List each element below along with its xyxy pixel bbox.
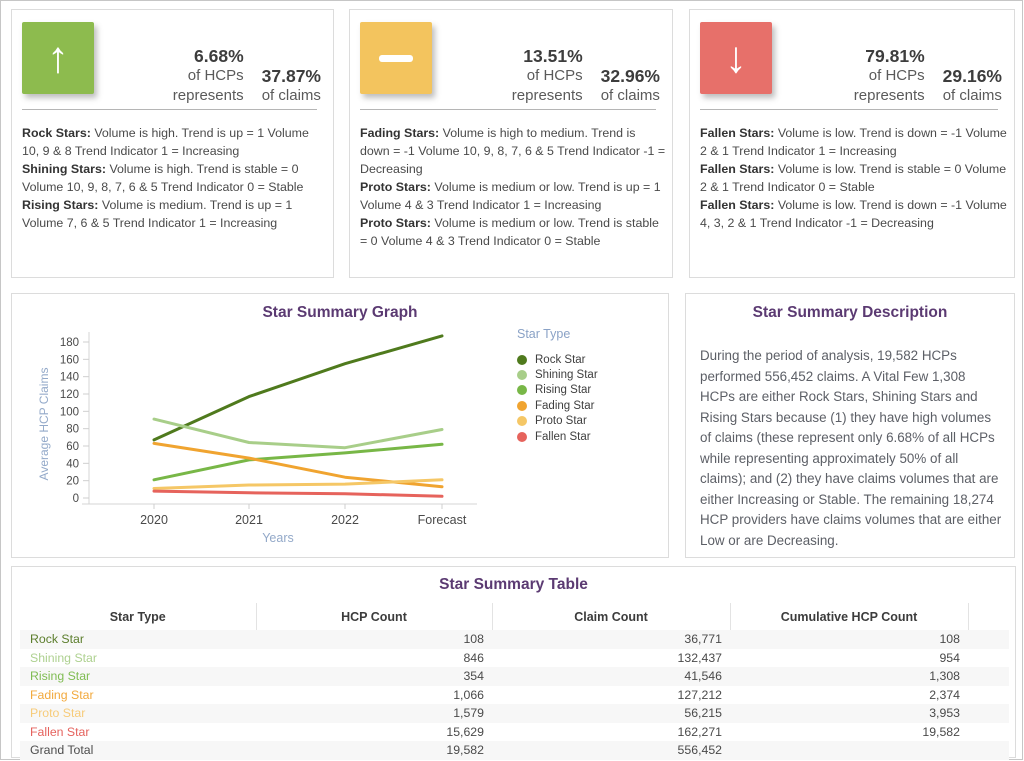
kpi-row <box>22 22 321 108</box>
y-tick-label: 80 <box>66 423 79 436</box>
y-tick-label: 140 <box>59 371 79 384</box>
claims-label: of claims <box>600 87 660 104</box>
series-line-shining-star[interactable] <box>154 419 442 448</box>
cell-claim-count: 56,215 <box>684 706 722 721</box>
column-header-claim-count[interactable]: Claim Count <box>492 603 730 630</box>
legend-item-rising-star[interactable] <box>517 383 667 398</box>
cell-star-type: Grand Total <box>30 743 94 758</box>
x-tick-label: Forecast <box>417 513 467 527</box>
y-tick-label: 20 <box>66 475 79 488</box>
cell-cumulative-hcp-count: 3,953 <box>929 706 960 721</box>
cell-cumulative-hcp-count <box>730 741 968 760</box>
cell-spacer <box>968 667 1009 686</box>
y-tick-label: 120 <box>59 389 79 401</box>
table-header-row <box>20 603 1009 630</box>
hcp-label: represents <box>853 87 925 104</box>
series-line-proto-star[interactable] <box>154 480 442 489</box>
cell-hcp-count: 846 <box>463 650 484 665</box>
divider <box>360 109 656 110</box>
cell-hcp-count: 354 <box>463 669 484 684</box>
cell-spacer <box>968 686 1009 705</box>
column-header-star-type[interactable]: Star Type <box>109 609 166 624</box>
y-tick-label: 0 <box>72 493 79 505</box>
kpi-card-stable <box>349 9 673 278</box>
cell-claim-count: 132,437 <box>677 650 722 665</box>
y-tick-label: 180 <box>59 337 79 349</box>
y-axis-label: Average HCP Claims <box>37 367 51 481</box>
description-body: During the period of analysis, 19,582 HCPs performed 556,452 claims. A Vital Few 1,308 HCPs are either Rock Stars, Shining Stars and Rising Stars because (1) they have high volumes of claims (these represent only 6.68% of all HCPs while representing approximately 50% of all claims); and (2) they have claims volumes that are either Increasing or Stable. The remaining 18,274 HCP providers have claims volumes that are either Low or are Decreasing. <box>700 348 1002 548</box>
legend-dot-icon <box>517 370 527 380</box>
hcp-percentage: 13.51% <box>523 46 583 66</box>
series-line-fading-star[interactable] <box>154 443 442 486</box>
card-note: Fading Stars: Volume is high to medium. Trend is down = -1 Volume 10, 9, 8, 7, 6 & 5 Trend Indicator -1 = Decreasing <box>360 126 666 176</box>
kpi-text <box>854 22 1002 108</box>
cell-cumulative-hcp-count: 108 <box>939 632 960 647</box>
legend-label: Shining Star <box>535 369 598 382</box>
divider <box>22 109 317 110</box>
legend-item-fading-star[interactable] <box>517 398 667 413</box>
cell-spacer <box>968 649 1009 668</box>
card-note: Proto Stars: Volume is medium or low. Trend is up = 1 Volume 4 & 3 Trend Indicator 1 = Increasing <box>360 180 661 212</box>
table-body <box>20 630 1009 760</box>
y-tick-label: 160 <box>59 354 79 367</box>
hcp-label: of HCPs <box>526 67 583 84</box>
kpi-row <box>360 22 660 108</box>
claims-percentage: 37.87% <box>261 66 321 86</box>
legend-dot-icon <box>517 355 527 365</box>
cell-claim-count: 162,271 <box>677 724 722 739</box>
dash-icon <box>360 22 432 94</box>
legend-items <box>517 352 667 444</box>
table-row <box>20 649 1009 668</box>
cell-cumulative-hcp-count: 19,582 <box>922 724 960 739</box>
y-tick-label: 60 <box>66 441 79 453</box>
legend-label: Proto Star <box>535 415 587 428</box>
cell-hcp-count: 19,582 <box>446 743 484 758</box>
claims-label: of claims <box>942 87 1002 104</box>
cell-star-type: Rock Star <box>30 632 84 647</box>
cell-claim-count: 556,452 <box>677 743 722 758</box>
legend-label: Rock Star <box>535 353 586 366</box>
x-tick-label: 2020 <box>140 513 168 527</box>
kpi-text <box>512 22 660 108</box>
kpi-card-decreasing <box>689 9 1015 278</box>
kpi-row <box>700 22 1002 108</box>
cell-star-type: Fading Star <box>30 687 94 702</box>
column-header-spacer <box>968 603 1009 630</box>
table-row <box>20 741 1009 760</box>
column-header-cumulative-hcp-count[interactable]: Cumulative HCP Count <box>730 603 968 630</box>
cell-claim-count: 127,212 <box>677 687 722 702</box>
table-row <box>20 630 1009 649</box>
card-notes <box>360 124 667 250</box>
cell-claim-count: 36,771 <box>684 632 722 647</box>
card-note: Proto Stars: Volume is medium or low. Trend is stable = 0 Volume 4 & 3 Trend Indicator 0 = Stable <box>360 216 659 248</box>
card-note: Rock Stars: Volume is high. Trend is up = 1 Volume 10, 9 & 8 Trend Indicator 1 = Increasing <box>22 126 309 158</box>
claims-percentage: 29.16% <box>942 66 1002 86</box>
divider <box>700 109 998 110</box>
legend-item-rock-star[interactable] <box>517 352 667 367</box>
card-notes <box>700 124 1009 232</box>
legend-label: Rising Star <box>535 384 592 397</box>
down-arrow-icon: ↓ <box>700 22 772 94</box>
hcp-percentage: 6.68% <box>194 46 244 66</box>
card-note: Fallen Stars: Volume is low. Trend is down = -1 Volume 2 & 1 Trend Indicator 1 = Increasing <box>700 126 1007 158</box>
x-tick-label: 2022 <box>331 513 359 527</box>
cell-cumulative-hcp-count: 2,374 <box>929 687 960 702</box>
cell-star-type: Shining Star <box>30 650 97 665</box>
summary-table-wrap <box>20 603 1007 760</box>
legend-item-proto-star[interactable] <box>517 414 667 429</box>
legend-label: Fallen Star <box>535 430 591 443</box>
legend-dot-icon <box>517 416 527 426</box>
cell-hcp-count: 108 <box>463 632 484 647</box>
legend-item-shining-star[interactable] <box>517 367 667 382</box>
hcp-label: of HCPs <box>187 67 244 84</box>
kpi-text <box>173 22 321 108</box>
series-line-rock-star[interactable] <box>154 336 442 440</box>
cell-claim-count: 41,546 <box>684 669 722 684</box>
description-title: Star Summary Description <box>752 304 948 321</box>
summary-table <box>20 603 1009 760</box>
card-note: Fallen Stars: Volume is low. Trend is stable = 0 Volume 2 & 1 Trend Indicator 0 = Stable <box>700 162 1007 194</box>
card-note: Rising Stars: Volume is medium. Trend is up = 1 Volume 7, 6 & 5 Trend Indicator 1 = Increasing <box>22 198 293 230</box>
legend-dot-icon <box>517 401 527 411</box>
up-arrow-icon: ↑ <box>22 22 94 94</box>
description-panel <box>685 293 1015 558</box>
chart-title: Star Summary Graph <box>262 304 418 321</box>
x-axis-label: Years <box>262 531 294 545</box>
cell-cumulative-hcp-count: 1,308 <box>929 669 960 684</box>
y-tick-label: 40 <box>66 458 79 471</box>
table-row <box>20 686 1009 705</box>
card-note: Fallen Stars: Volume is low. Trend is down = -1 Volume 4, 3, 2 & 1 Trend Indicator -1 = Decreasing <box>700 198 1007 230</box>
series-line-fallen-star[interactable] <box>154 491 442 496</box>
card-note: Shining Stars: Volume is high. Trend is stable = 0 Volume 10, 9, 8, 7, 6 & 5 Trend Indicator 0 = Stable <box>22 162 304 194</box>
legend-title: Star Type <box>517 327 571 341</box>
table-row <box>20 723 1009 742</box>
dash-glyph <box>379 55 413 62</box>
cell-hcp-count: 1,579 <box>453 706 484 721</box>
cell-spacer <box>968 741 1009 760</box>
cell-cumulative-hcp-count: 954 <box>939 650 960 665</box>
table-row <box>20 667 1009 686</box>
cell-spacer <box>968 630 1009 649</box>
legend-item-fallen-star[interactable] <box>517 429 667 444</box>
cell-star-type: Fallen Star <box>30 724 90 739</box>
cell-hcp-count: 1,066 <box>453 687 484 702</box>
legend-dot-icon <box>517 385 527 395</box>
table-row <box>20 704 1009 723</box>
cell-hcp-count: 15,629 <box>446 724 484 739</box>
table-title: Star Summary Table <box>439 576 588 593</box>
cell-spacer <box>968 704 1009 723</box>
hcp-label: represents <box>172 87 244 104</box>
hcp-percentage: 79.81% <box>865 46 925 66</box>
hcp-label: represents <box>511 87 583 104</box>
table-panel <box>11 566 1016 758</box>
chart-legend <box>517 327 667 444</box>
chart-panel <box>11 293 669 558</box>
claims-percentage: 32.96% <box>600 66 660 86</box>
hcp-label: of HCPs <box>868 67 925 84</box>
legend-label: Fading Star <box>535 399 595 412</box>
cell-star-type: Proto Star <box>30 706 86 721</box>
kpi-card-increasing <box>11 9 334 278</box>
column-header-hcp-count[interactable]: HCP Count <box>256 603 492 630</box>
cell-spacer <box>968 723 1009 742</box>
legend-dot-icon <box>517 432 527 442</box>
cell-star-type: Rising Star <box>30 669 91 684</box>
card-notes <box>22 124 328 232</box>
claims-label: of claims <box>261 87 321 104</box>
x-tick-label: 2021 <box>235 513 263 527</box>
y-tick-label: 100 <box>59 406 79 419</box>
